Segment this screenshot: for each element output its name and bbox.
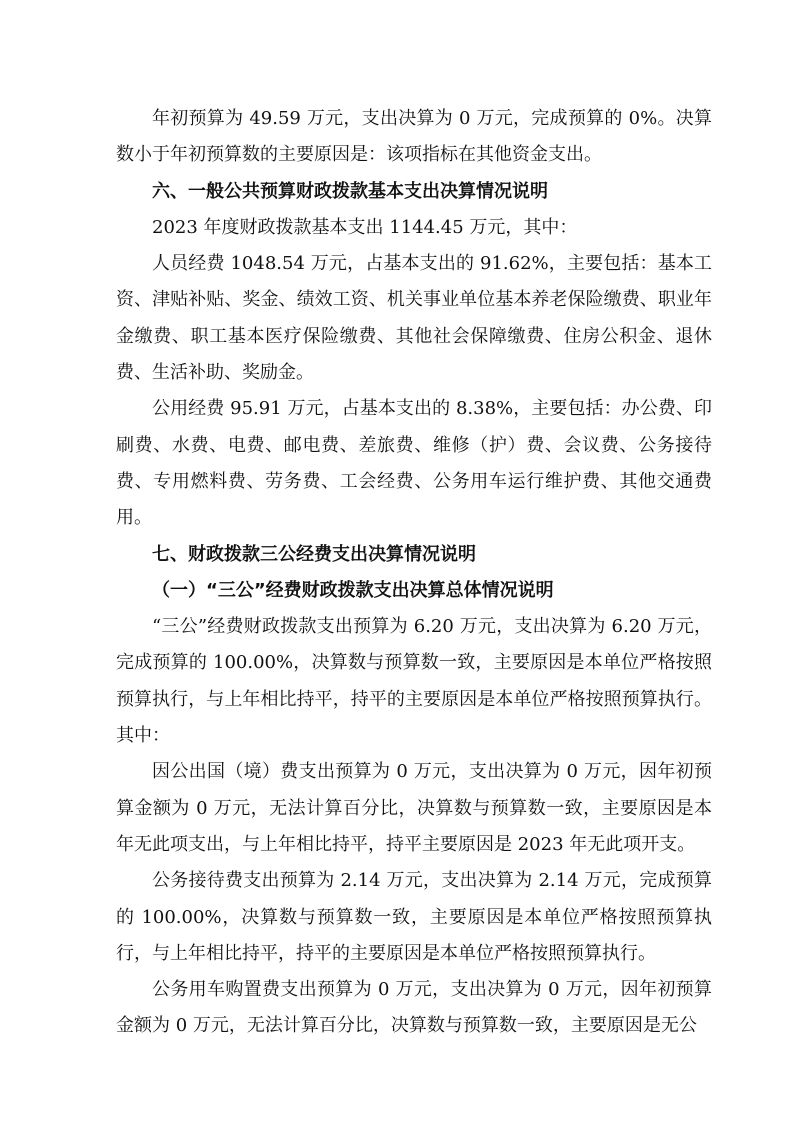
paragraph-budget-completion: 年初预算为 49.59 万元，支出决算为 0 万元，完成预算的 0%。决算数小于年初预算数的主要原因是：该项指标在其他资金支出。 bbox=[116, 108, 712, 166]
paragraph-overseas-travel: 因公出国（境）费支出预算为 0 万元，支出决算为 0 万元，因年初预算金额为 0 万元，无法计算百分比，决算数与预算数一致，主要原因是本年无此项支出，与上年相比持平，持平主要原因是 2023 年无此项开支。 bbox=[116, 761, 712, 855]
section-heading-6: 六、一般公共预算财政拨款基本支出决算情况说明 bbox=[152, 180, 548, 202]
subsection-heading-7-1: （一）“三公”经费财政拨款支出决算总体情况说明 bbox=[152, 579, 554, 601]
paragraph-public-expenses: 公用经费 95.91 万元，占基本支出的 8.38%，主要包括：办公费、印刷费、水费、电费、邮电费、差旅费、维修（护）费、会议费、公务接待费、专用燃料费、劳务费、工会经费、公务用车运行维护费、其他交通费用。 bbox=[116, 398, 712, 529]
document-body bbox=[116, 101, 712, 1045]
paragraph-vehicle-purchase: 公务用车购置费支出预算为 0 万元，支出决算为 0 万元，因年初预算金额为 0 万元，无法计算百分比，决算数与预算数一致，主要原因是无公 bbox=[116, 979, 712, 1037]
section-heading-7: 七、财政拨款三公经费支出决算情况说明 bbox=[152, 543, 476, 565]
paragraph-basic-expenditure-total: 2023 年度财政拨款基本支出 1144.45 万元，其中： bbox=[152, 216, 578, 238]
paragraph-three-public-overview: “三公”经费财政拨款支出预算为 6.20 万元，支出决算为 6.20 万元，完成预算的 100.00%，决算数与预算数一致，主要原因是本单位严格按照预算执行，与上年相比持平，持平的主要原因是本单位严格按照预算执行。其中： bbox=[116, 616, 712, 747]
paragraph-personnel-expenses: 人员经费 1048.54 万元，占基本支出的 91.62%，主要包括：基本工资、津贴补贴、奖金、绩效工资、机关事业单位基本养老保险缴费、职业年金缴费、职工基本医疗保险缴费、其他社会保障缴费、住房公积金、退休费、生活补助、奖励金。 bbox=[116, 253, 712, 384]
paragraph-official-reception: 公务接待费支出预算为 2.14 万元，支出决算为 2.14 万元，完成预算的 100.00%，决算数与预算数一致，主要原因是本单位严格按照预算执行，与上年相比持平，持平的主要原因是本单位严格按照预算执行。 bbox=[116, 870, 712, 964]
